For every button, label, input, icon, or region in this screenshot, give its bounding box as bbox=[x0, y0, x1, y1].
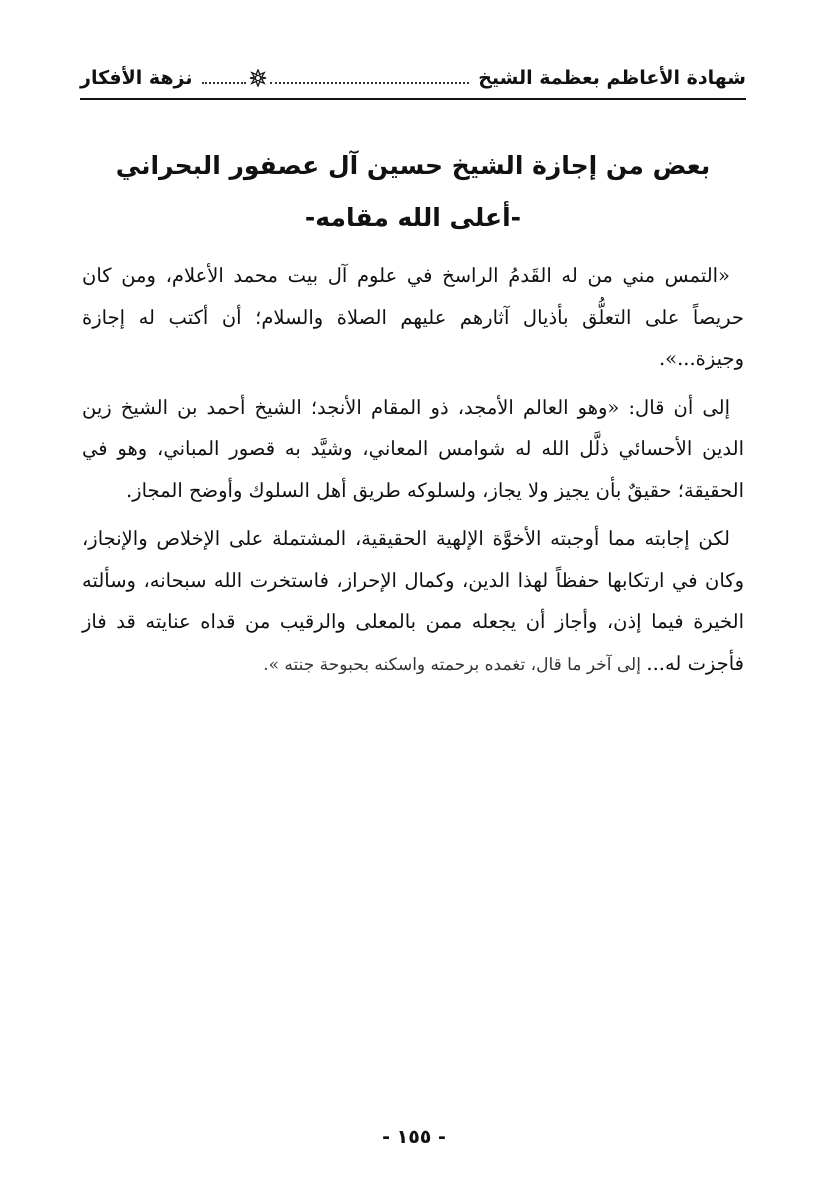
paragraph-1: «التمس مني من له القَدمُ الراسخ في علوم آل بيت محمد الأعلام، ومن كان حريصاً على التعلُّق بأذيال آثارهم عليهم الصلاة والسلام؛ أن أكتب له إجازة وجيزة...». bbox=[82, 264, 744, 370]
section-title: شهادة الأعاظم بعظمة الشيخ bbox=[478, 67, 746, 89]
chapter-title-line2: -أعلى الله مقامه- bbox=[304, 203, 522, 232]
paragraph-3-main: لكن إجابته مما أوجبته الأخوَّة الإلهية الحقيقية، المشتملة على الإخلاص والإنجاز، وكان في ارتكابها حفظاً لهذا الدين، وكمال الإحراز، فاستخرت الله سبحانه، وسألته الخيرة فيما إذن، وأجاز أن يجعله ممن بالمعلى والرقيب من قداه عنايته قد فاز فأجزت له... bbox=[82, 527, 744, 675]
book-title: نزهة الأفكار bbox=[80, 67, 193, 89]
header-leader bbox=[199, 69, 473, 87]
running-header bbox=[80, 58, 746, 100]
leader-dots bbox=[270, 82, 470, 84]
paragraph-2: إلى أن قال: «وهو العالم الأمجد، ذو المقام الأنجد؛ الشيخ أحمد بن الشيخ زين الدين الأحسائي ذلَّل الله له شوامس المعاني، وشيَّد به قصور المباني، وهو في الحقيقة؛ حقيقٌ بأن يجيز ولا يجاز، ولسلوكه طريق أهل السلوك وأوضح المجاز. bbox=[82, 395, 744, 502]
paragraph-3-tail: إلى آخر ما قال، تغمده برحمته واسكنه بحبوحة جنته ». bbox=[263, 654, 647, 675]
body-text bbox=[82, 255, 744, 693]
chapter-title-line1: بعض من إجازة الشيخ حسين آل عصفور البحراني bbox=[115, 151, 711, 180]
paragraph-3 bbox=[82, 518, 744, 686]
flower-ornament-icon bbox=[249, 69, 267, 87]
page-number: - ١٥٥ - bbox=[382, 1126, 446, 1148]
chapter-title bbox=[80, 140, 746, 244]
leader-dots-short bbox=[202, 82, 246, 84]
